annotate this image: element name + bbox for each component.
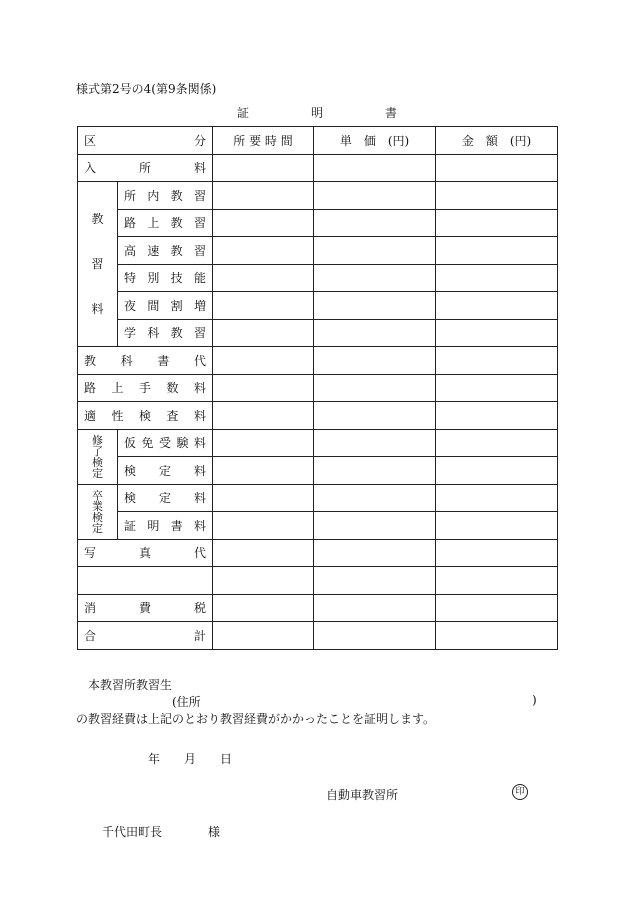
row-group-tuition: 教 習 料 — [78, 182, 118, 347]
table-row-tuition-3 — [78, 237, 558, 265]
cell-hours[interactable] — [213, 319, 314, 347]
cell-unit-price[interactable] — [314, 457, 436, 485]
cell-amount[interactable] — [436, 567, 558, 595]
row-label-tuition-3: 高 速 教 習 — [118, 237, 213, 265]
cell-amount[interactable] — [436, 237, 558, 265]
cell-hours[interactable] — [213, 429, 314, 457]
header-hours: 所 要 時 間 — [213, 127, 314, 155]
cell-hours[interactable] — [213, 264, 314, 292]
cell-hours[interactable] — [213, 567, 314, 595]
row-label-completion-2: 検 定 料 — [118, 457, 213, 485]
school-name: 自動車教習所 — [326, 788, 399, 802]
title-char-2: 明 — [310, 106, 323, 120]
cell-amount[interactable] — [436, 539, 558, 567]
form-number: 様式第2号の4(第9条関係) — [76, 82, 217, 96]
cell-hours[interactable] — [213, 292, 314, 320]
row-label-graduation-1: 検 定 料 — [118, 484, 213, 512]
date-day: 日 — [220, 752, 233, 766]
cell-unit-price[interactable] — [314, 182, 436, 210]
addressee-sama: 様 — [208, 825, 221, 839]
row-label-textbook: 教 科 書 代 — [78, 347, 213, 375]
cell-unit-price[interactable] — [314, 347, 436, 375]
cell-unit-price[interactable] — [314, 237, 436, 265]
table-row-textbook — [78, 347, 558, 375]
cell-hours[interactable] — [213, 402, 314, 430]
seal-icon: 印 — [512, 784, 528, 800]
table-row-graduation-2 — [78, 512, 558, 540]
certificate-table — [77, 126, 558, 650]
cell-hours[interactable] — [213, 594, 314, 622]
cell-amount[interactable] — [436, 264, 558, 292]
cell-hours[interactable] — [213, 237, 314, 265]
cell-amount[interactable] — [436, 512, 558, 540]
table-row-aptitude — [78, 402, 558, 430]
row-label-aptitude: 適 性 検 査 料 — [78, 402, 213, 430]
cell-unit-price[interactable] — [314, 622, 436, 650]
cell-unit-price[interactable] — [314, 154, 436, 182]
cell-hours[interactable] — [213, 457, 314, 485]
cell-unit-price[interactable] — [314, 319, 436, 347]
cell-amount[interactable] — [436, 402, 558, 430]
title-char-1: 証 — [237, 106, 250, 120]
cell-amount[interactable] — [436, 209, 558, 237]
cell-unit-price[interactable] — [314, 264, 436, 292]
cell-amount[interactable] — [436, 594, 558, 622]
date-month: 月 — [184, 752, 197, 766]
row-label-photo: 写 真 代 — [78, 539, 213, 567]
cell-hours[interactable] — [213, 182, 314, 210]
row-label-blank[interactable] — [78, 567, 213, 595]
cell-hours[interactable] — [213, 374, 314, 402]
cell-hours[interactable] — [213, 484, 314, 512]
cell-amount[interactable] — [436, 429, 558, 457]
cell-unit-price[interactable] — [314, 567, 436, 595]
certification-statement: の教習経費は上記のとおり教習経費がかかったことを証明します。 — [76, 712, 436, 726]
cell-amount[interactable] — [436, 484, 558, 512]
cell-hours[interactable] — [213, 209, 314, 237]
cell-unit-price[interactable] — [314, 539, 436, 567]
cell-unit-price[interactable] — [314, 374, 436, 402]
cell-amount[interactable] — [436, 319, 558, 347]
row-label-tax: 消 費 税 — [78, 594, 213, 622]
student-line: 本教習所教習生 — [88, 678, 173, 692]
table-row-completion-1 — [78, 429, 558, 457]
cell-unit-price[interactable] — [314, 429, 436, 457]
row-label-admission: 入 所 料 — [78, 154, 213, 182]
cell-hours[interactable] — [213, 154, 314, 182]
title-char-3: 書 — [384, 106, 397, 120]
table-row-tuition-6 — [78, 319, 558, 347]
row-label-road-fee: 路 上 手 数 料 — [78, 374, 213, 402]
row-label-total: 合 計 — [78, 622, 213, 650]
table-row-tax — [78, 594, 558, 622]
table-row-road-fee — [78, 374, 558, 402]
cell-unit-price[interactable] — [314, 594, 436, 622]
row-label-graduation-2: 証 明 書 料 — [118, 512, 213, 540]
cell-unit-price[interactable] — [314, 512, 436, 540]
table-row-tuition-4 — [78, 264, 558, 292]
table-row-blank — [78, 567, 558, 595]
table-row-graduation-1 — [78, 484, 558, 512]
row-label-tuition-2: 路 上 教 習 — [118, 209, 213, 237]
table-row-total — [78, 622, 558, 650]
cell-hours[interactable] — [213, 347, 314, 375]
row-label-tuition-4: 特 別 技 能 — [118, 264, 213, 292]
header-unit-price: 単 価 (円) — [314, 127, 436, 155]
cell-amount[interactable] — [436, 154, 558, 182]
cell-unit-price[interactable] — [314, 402, 436, 430]
cell-amount[interactable] — [436, 374, 558, 402]
address-open: (住所 — [172, 695, 201, 709]
cell-amount[interactable] — [436, 292, 558, 320]
cell-amount[interactable] — [436, 347, 558, 375]
header-category: 区 分 — [78, 127, 213, 155]
cell-amount[interactable] — [436, 182, 558, 210]
address-close: ) — [532, 693, 537, 707]
date-year: 年 — [148, 752, 161, 766]
table-row-admission — [78, 154, 558, 182]
header-amount: 金 額 (円) — [436, 127, 558, 155]
table-header-row — [78, 127, 558, 155]
table-row-tuition-5 — [78, 292, 558, 320]
addressee-mayor: 千代田町長 — [102, 825, 163, 839]
table-row-completion-2 — [78, 457, 558, 485]
row-group-graduation: 卒 業 検 定 — [78, 484, 118, 539]
row-label-tuition-6: 学 科 教 習 — [118, 319, 213, 347]
cell-unit-price[interactable] — [314, 292, 436, 320]
cell-unit-price[interactable] — [314, 484, 436, 512]
table-row-photo — [78, 539, 558, 567]
row-label-tuition-5: 夜 間 割 増 — [118, 292, 213, 320]
row-label-tuition-1: 所 内 教 習 — [118, 182, 213, 210]
row-label-completion-1: 仮 免 受 験 料 — [118, 429, 213, 457]
cell-hours[interactable] — [213, 622, 314, 650]
document-title — [237, 104, 397, 121]
table-row-tuition-1 — [78, 182, 558, 210]
cell-amount[interactable] — [436, 457, 558, 485]
cell-hours[interactable] — [213, 539, 314, 567]
cell-unit-price[interactable] — [314, 209, 436, 237]
cell-amount[interactable] — [436, 622, 558, 650]
row-group-completion: 修 了 検 定 — [78, 429, 118, 484]
table-row-tuition-2 — [78, 209, 558, 237]
cell-hours[interactable] — [213, 512, 314, 540]
